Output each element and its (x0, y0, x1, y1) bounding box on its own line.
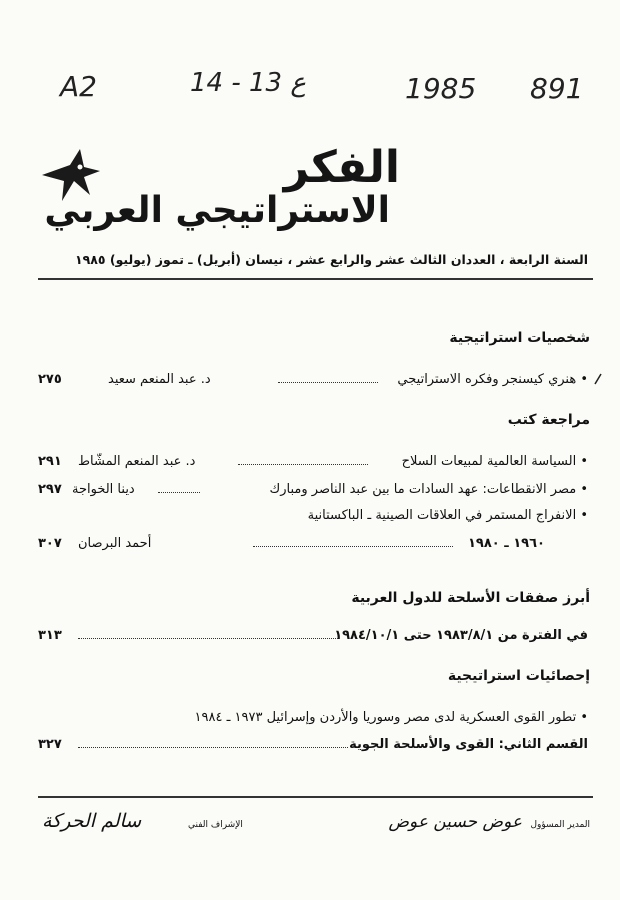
section-heading-book-review: مراجعة كتب (507, 412, 590, 428)
footer-rule (38, 796, 593, 798)
editor-signature: عوض حسين عوض (388, 812, 522, 832)
handwritten-issue-range: 14 - 13 ع (190, 68, 306, 98)
entry-page: ٢٧٥ (38, 372, 62, 387)
entry-title: • تطور القوى العسكرية لدى مصر وسوريا والأردن وإسرائيل ١٩٧٣ ـ ١٩٨٤ (194, 710, 588, 725)
entry-author: دينا الخواجة (72, 482, 135, 497)
entry-page: ٣٢٧ (38, 737, 62, 752)
tech-signature: سالم الحركة (42, 810, 142, 832)
leader-dots (78, 747, 348, 748)
toc-entry-continuation (38, 737, 588, 757)
handwritten-code: A2 (60, 70, 97, 103)
masthead-rule (38, 278, 593, 280)
handwritten-year: 1985 (405, 72, 477, 105)
entry-title: • السياسة العالمية لمبيعات السلاح (401, 454, 588, 469)
entry-title: • هنري كيسنجر وفكره الاستراتيجي (397, 372, 588, 387)
toc-entry (38, 508, 588, 528)
masthead-title-line1: الفكر (283, 142, 400, 193)
section-heading-arms-deals: أبرز صفقات الأسلحة للدول العربية (351, 590, 590, 606)
entry-page: ٢٩١ (38, 454, 62, 469)
leader-dots (253, 546, 453, 547)
toc-entry (38, 710, 588, 730)
entry-page: ٢٩٧ (38, 482, 62, 497)
tech-label: الإشراف الفني (188, 820, 243, 830)
handwritten-ref-number: 891 (530, 72, 584, 105)
leader-dots (158, 492, 200, 493)
entry-author: أحمد البرصان (78, 536, 152, 551)
toc-entry (38, 454, 588, 474)
toc-entry (38, 482, 588, 502)
issue-info: السنة الرابعة ، العددان الثالث عشر والرابع عشر ، نيسان (أبريل) ـ تموز (يوليو) ١٩٨٥ (74, 252, 588, 267)
toc-entry-continuation (38, 536, 588, 556)
toc-entry (38, 372, 588, 392)
toc-entry (38, 628, 588, 648)
entry-continuation: ١٩٦٠ ـ ١٩٨٠ (468, 536, 545, 551)
leader-dots (238, 464, 368, 465)
entry-title: • مصر الانقطاعات: عهد السادات ما بين عبد الناصر ومبارك (269, 482, 588, 497)
entry-continuation: القسم الثاني: القوى والأسلحة الجوية (349, 737, 588, 752)
entry-page: ٣٠٧ (38, 536, 62, 551)
section-heading-personalities: شخصيات استراتيجية (449, 330, 590, 346)
entry-author: د. عبد المنعم سعيد (108, 372, 211, 387)
entry-title: في الفترة من ١٩٨٣/٨/١ حتى ١٩٨٤/١٠/١ (334, 628, 588, 643)
section-heading-statistics: إحصائيات استراتيجية (447, 668, 590, 684)
entry-author: د. عبد المنعم المشّاط (78, 454, 196, 469)
margin-tick-icon (593, 372, 603, 386)
masthead-title-line2: الاستراتيجي العربي (44, 190, 390, 231)
editor-label: المدير المسؤول (530, 820, 590, 830)
entry-page: ٣١٣ (38, 628, 62, 643)
leader-dots (278, 382, 378, 383)
entry-title: • الانفراج المستمر في العلاقات الصينية ـ الباكستانية (307, 508, 588, 523)
leader-dots (78, 638, 338, 639)
